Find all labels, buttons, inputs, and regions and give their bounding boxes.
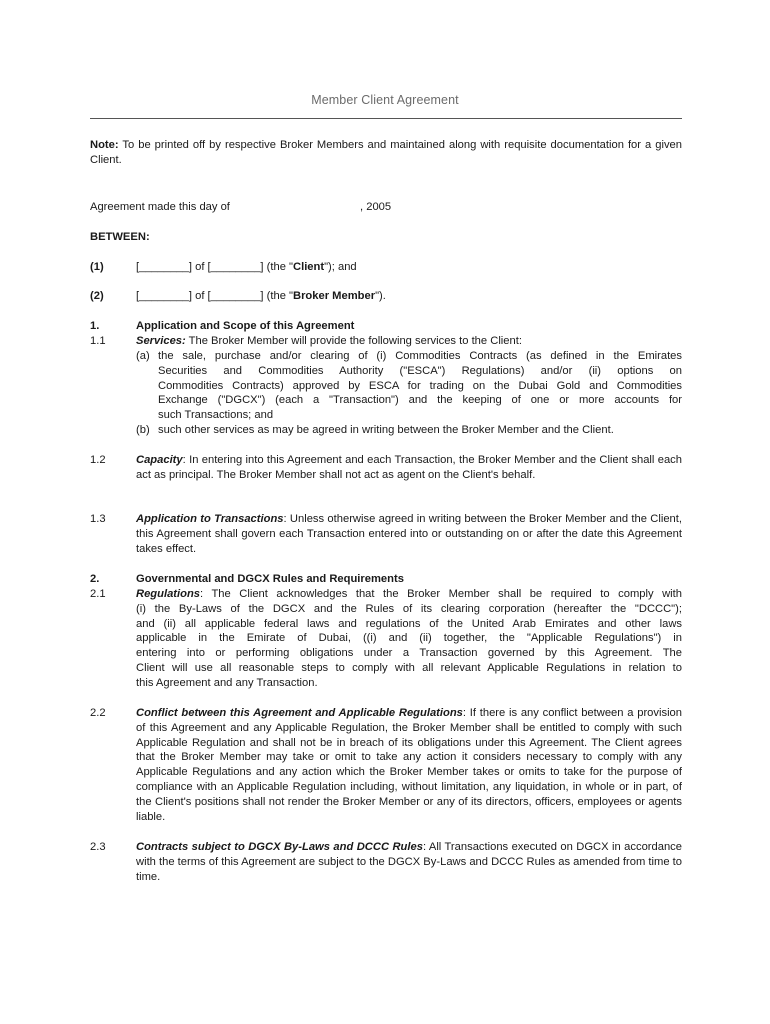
section-2-number: 2.: [90, 573, 100, 585]
note-label: Note:: [90, 139, 119, 151]
section-2-heading: Governmental and DGCX Rules and Requirements: [136, 573, 404, 585]
section-1-number: 1.: [90, 320, 100, 332]
clause-2-3: Contracts subject to DGCX By-Laws and DCCC Rules: All Transactions executed on DGCX in accordance with the terms of this Agreement are subject to the DGCX By-Laws and DCCC Rules as amended from time to time.: [136, 841, 682, 883]
clause-2-1-number: 2.1: [90, 588, 106, 600]
clause-1-2-number: 1.2: [90, 454, 106, 466]
clause-1-1: Services: The Broker Member will provide the following services to the Client:: [136, 335, 522, 347]
clause-1-3-number: 1.3: [90, 513, 106, 525]
clause-2-2-number: 2.2: [90, 707, 106, 719]
clause-1-2: Capacity: In entering into this Agreement and each Transaction, the Broker Member and the Client shall each act as principal. The Broker Member shall not act as agent on the Client's behalf.: [136, 454, 682, 481]
between-heading: BETWEEN:: [90, 231, 150, 243]
note-text: To be printed off by respective Broker Members and maintained along with requisite documentation for a given Client.: [90, 139, 682, 166]
party-1-number: (1): [90, 261, 104, 273]
clause-1-3: Application to Transactions: Unless otherwise agreed in writing between the Broker Member and the Client, this Agreement shall govern each Transaction entered into or outstanding on or after the date this Agreement takes effect.: [136, 513, 682, 555]
document-page: Member Client Agreement Note: To be printed off by respective Broker Members and maintained along with requisite documentation for a given Client. Agreement made this day of , 2005 BETWEEN: (1) [________] of [________] (the "Client"); and (2) [________] of [________] (the "Broker Member"). 1. Application and Scope of this Agreement 1.1 Services: The Broker Member will provide the following services to the Client: (a) the sale, purchase and/or clearing of (i) Commodities Contracts (as defined in the Emirates Securities and Commodities Authority ("ESCA") Regulations) and/or (ii) options on Commodities Contracts) approved by ESCA for trading on the Dubai Gold and Commodities Exchange ("DGCX") (each a "Transaction") and the keeping of one or more accounts for such Transactions; and (b) such other services as may be agreed in writing between the Broker Member and the Client. 1.2 Capacity: In entering into this Agreement and each Transaction, the Broker Member and the Client shall each act as principal. The Broker Member shall not act as agent on the Client's behalf. 1.3 Application to Transactions: Unless otherwise agreed in writing between the Broker Member and the Client, this Agreement shall govern each Transaction entered into or outstanding on or after the date this Agreement takes effect. 2. Governmental and DGCX Rules and Requirements 2.1 Regulations: The Client acknowledges that the Broker Member shall be required to comply with (i) the By-Laws of the DGCX and the Rules of its clearing corporation (hereafter the "DCCC"); and (ii) all applicable federal laws and regulations of the United Arab Emirates and other laws applicable in the Emirate of Dubai, ((i) and (ii) together, the "Applicable Regulations") in entering into or performing obligations under a Transaction governed by this Agreement. The Client will use all reasonable steps to comply with all relevant Applicable Regulations in relation to this Agreement and any Transaction. 2.2 Conflict between this Agreement and Applicable Regulations: If there is any conflict between a provision of this Agreement and any Applicable Regulation, the Broker Member shall be entitled to comply with such Applicable Regulation and shall not be in breach of its obligations under this Agreement. The Client agrees that the Broker Member may take or omit to take any action it considers necessary to comply with any Applicable Regulations and any action which the Broker Member takes or omits to take for the purpose of compliance with an Applicable Regulation including, without limitation, any liquidation, in whole or in part, of the Client's positions shall not render the Broker Member or any of its directors, officers, employees or agents liable. 2.3 Contracts subject to DGCX By-Laws and DCCC Rules: All Transactions executed on DGCX in accordance with the terms of this Agreement are subject to the DGCX By-Laws and DCCC Rules as amended from time to time.: [0, 0, 770, 1024]
agreement-made-text: Agreement made this day of: [90, 201, 230, 213]
clause-1-1-number: 1.1: [90, 335, 106, 347]
party-2-number: (2): [90, 290, 104, 302]
note-paragraph: [90, 138, 682, 168]
clause-2-2: Conflict between this Agreement and Applicable Regulations: If there is any conflict between a provision of this Agreement and any Applicable Regulation, the Broker Member shall be entitled to comply with such Applicable Regulation and shall not be in breach of its obligations under this Agreement. The Client agrees that the Broker Member may take or omit to take any action it considers necessary to comply with any Applicable Regulations and any action which the Broker Member takes or omits to take for the purpose of compliance with an Applicable Regulation including, without limitation, any liquidation, in whole or in part, of the Client's positions shall not render the Broker Member or any of its directors, officers, employees or agents liable.: [136, 707, 682, 823]
clause-2-1: Regulations: The Client acknowledges that the Broker Member shall be required to comply with (i) the By-Laws of the DGCX and the Rules of its clearing corporation (hereafter the "DCCC"); and (ii) all applicable federal laws and regulations of the United Arab Emirates and other laws applicable in the Emirate of Dubai, ((i) and (ii) together, the "Applicable Regulations") in entering into or performing obligations under a Transaction governed by this Agreement. The Client will use all reasonable steps to comply with all relevant Applicable Regulations in relation to this Agreement and any Transaction.: [136, 588, 682, 689]
title-divider: [90, 118, 682, 119]
party-1: [________] of [________] (the "Client"); and: [136, 261, 357, 273]
page-title: Member Client Agreement: [311, 93, 459, 107]
party-2: [________] of [________] (the "Broker Member").: [136, 290, 386, 302]
agreement-year: , 2005: [360, 201, 392, 213]
section-1-heading: Application and Scope of this Agreement: [136, 320, 355, 332]
clause-2-3-number: 2.3: [90, 841, 106, 853]
